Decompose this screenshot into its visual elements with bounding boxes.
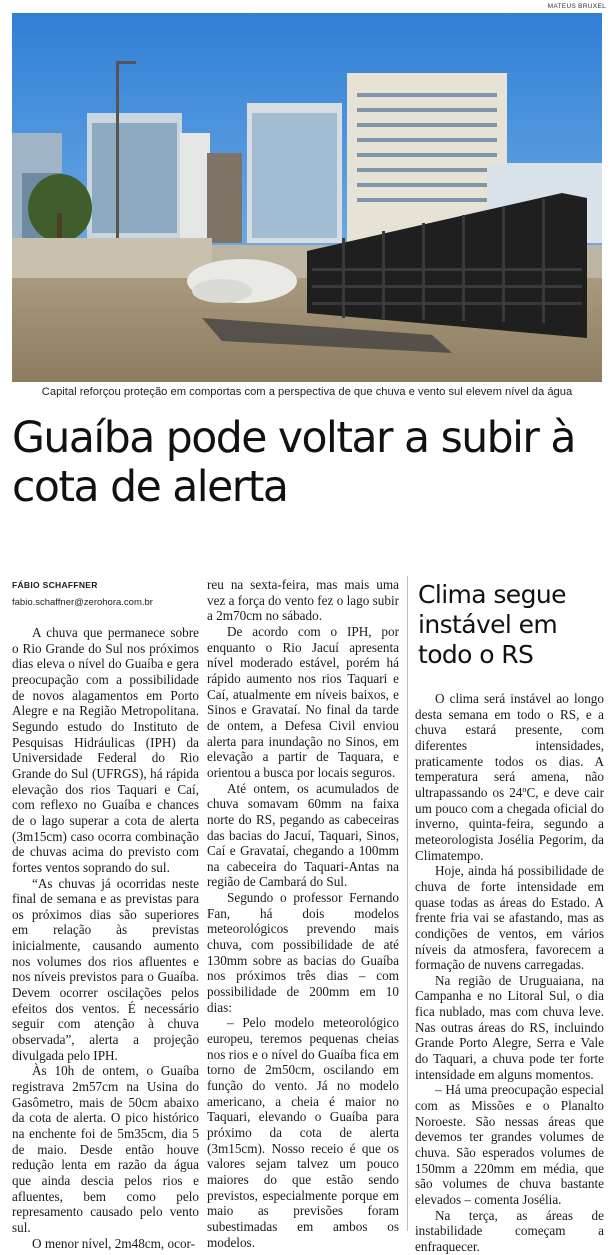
article-paragraph: Até ontem, os acumulados de chuva somavam 60mm na faixa norte do RS, pegando as cabeceiras das bacias do Jacuí, Taquari, Sinos, Caí e Gravataí, chegando a 100mm na cabeceira do Taquari-Antas na região de Cambará do Sul. (207, 780, 399, 890)
sidebar-paragraph: Hoje, ainda há possibilidade de chuva de forte intensidade em quase todas as áreas do Estado. A frente fria vai se afastando, mas as condições de ventos, em vários níveis da atmosfera, favorecem a formação de nuvens carregadas. (415, 863, 604, 973)
photo-caption: Capital reforçou proteção em comportas com a perspectiva de que chuva e vento sul elevem nível da água (41, 386, 573, 398)
byline: FÁBIO SCHAFFNER (12, 580, 98, 590)
article-paragraph: A chuva que permanece sobre o Rio Grande do Sul nos próximos dias eleva o nível do Guaíba e gera preocupação com a possibilidade de novos alagamentos em Porto Alegre e na Região Metropolitana. Segundo estudo do Instituto de Pesquisas Hidráulicas (IPH) da Universidade Federal do Rio Grande do Sul (UFRGS), há rápida elevação dos rios Taquari e Caí, com reflexo no Guaíba e chances de o lago superar a cota de alerta (3m15cm) caso ocorra combinação de chuvas acima do previsto com fortes ventos soprando do sul. (12, 625, 199, 875)
article-paragraph-continued: reu na sexta-feira, mas mais uma vez a força do vento fez o lago subir a 2m70cm no sábado. (207, 577, 399, 624)
column-divider (407, 576, 408, 1231)
article-paragraph: Segundo o professor Fernando Fan, há dois modelos meteorológicos prevendo mais chuva, com possibilidade de até 130mm sobre as bacias do Guaíba nos próximos três dias – com possibilidade de 200mm em 10 dias: (207, 890, 399, 1015)
sidebar-paragraph: Na terça, as áreas de instabilidade começam a enfraquecer. (415, 1207, 604, 1254)
sidebar-paragraph: – Há uma preocupação especial com as Missões e o Planalto Noroeste. São nessas áreas que devemos ter grandes volumes de chuva. São esperados volumes de 150mm a 220mm em média, que são volumes de chuva bastante elevados – comenta Josélia. (415, 1082, 604, 1207)
sidebar-title: Clima segue instável em todo o RS (418, 580, 566, 669)
article-paragraph: Às 10h de ontem, o Guaíba registrava 2m57cm na Usina do Gasômetro, mais de 50cm abaixo da cota de alerta. O pico histórico na enchente foi de 5m35cm, dia 5 de maio. Desde então houve redução lenta em razão da água que ainda descia pelos rios e afluentes, bem como pelo represamento causado pelo vento sul. (12, 1063, 199, 1235)
author-email[interactable]: fabio.schaffner@zerohora.com.br (12, 597, 153, 608)
article-paragraph: “As chuvas já ocorridas neste final de semana e as previstas para os próximos dias são superiores em relação às previstas inicialmente, causando aumento nos volumes dos rios afluentes e nos níveis previstos para o Guaíba. Devem ocorrer oscilações pelos efeitos dos ventos. É necessário seguir com atenção à chuva observada”, alerta a projeção divulgada pelo IPH. (12, 875, 199, 1063)
article-paragraph: De acordo com o IPH, por enquanto o Rio Jacuí apresenta nível moderado estável, porém há rápido aumento nos rios Taquari e Caí, atualmente em níveis baixos, e Sinos e Gravataí. No final da tarde de ontem, a Defesa Civil enviou alerta para inundação no Sinos, em elevação a partir de Taquara, e orientou a busca por locais seguros. (207, 623, 399, 780)
news-photo (12, 13, 602, 382)
headline: Guaíba pode voltar a subir à cota de alerta (12, 414, 575, 512)
article-column-2 (207, 577, 399, 1250)
sidebar-paragraph: Na região de Uruguaiana, na Campanha e no Litoral Sul, o dia fica nublado, mas com chuva leve. Nas outras áreas do RS, incluindo Grande Porto Alegre, Serra e Vale do Taquari, a chuva pode ter forte intensidade em alguns momentos. (415, 972, 604, 1082)
article-column-1 (12, 625, 199, 1251)
article-paragraph: – Pelo modelo meteorológico europeu, teremos pequenas cheias nos rios e o nível do Guaíba fica em torno de 2m50cm, oscilando em função do vento. Já no modelo americano, a cheia é maior no Taquari, elevando o Guaíba para próximo da cota de alerta (3m15cm). Nosso receio é que os valores sejam talvez um pouco maiores do que estão sendo previstos, especialmente porque em maio as previsões foram subestimadas em ambos os modelos. (207, 1015, 399, 1250)
sidebar-column (415, 691, 604, 1255)
article-paragraph: O menor nível, 2m48cm, ocor- (32, 1235, 196, 1251)
photo-credit: MATEUS BRUXEL (547, 3, 606, 10)
sidebar-paragraph: O clima será instável ao longo desta semana em todo o RS, e a chuva estará presente, com diferentes intensidades, praticamente todos os dias. A temperatura será amena, não ultrapassando os 24ºC, e deve cair um pouco com a chegada oficial do inverno, quinta-feira, segundo a meteorologista Josélia Pegorim, da Climatempo. (415, 691, 604, 863)
